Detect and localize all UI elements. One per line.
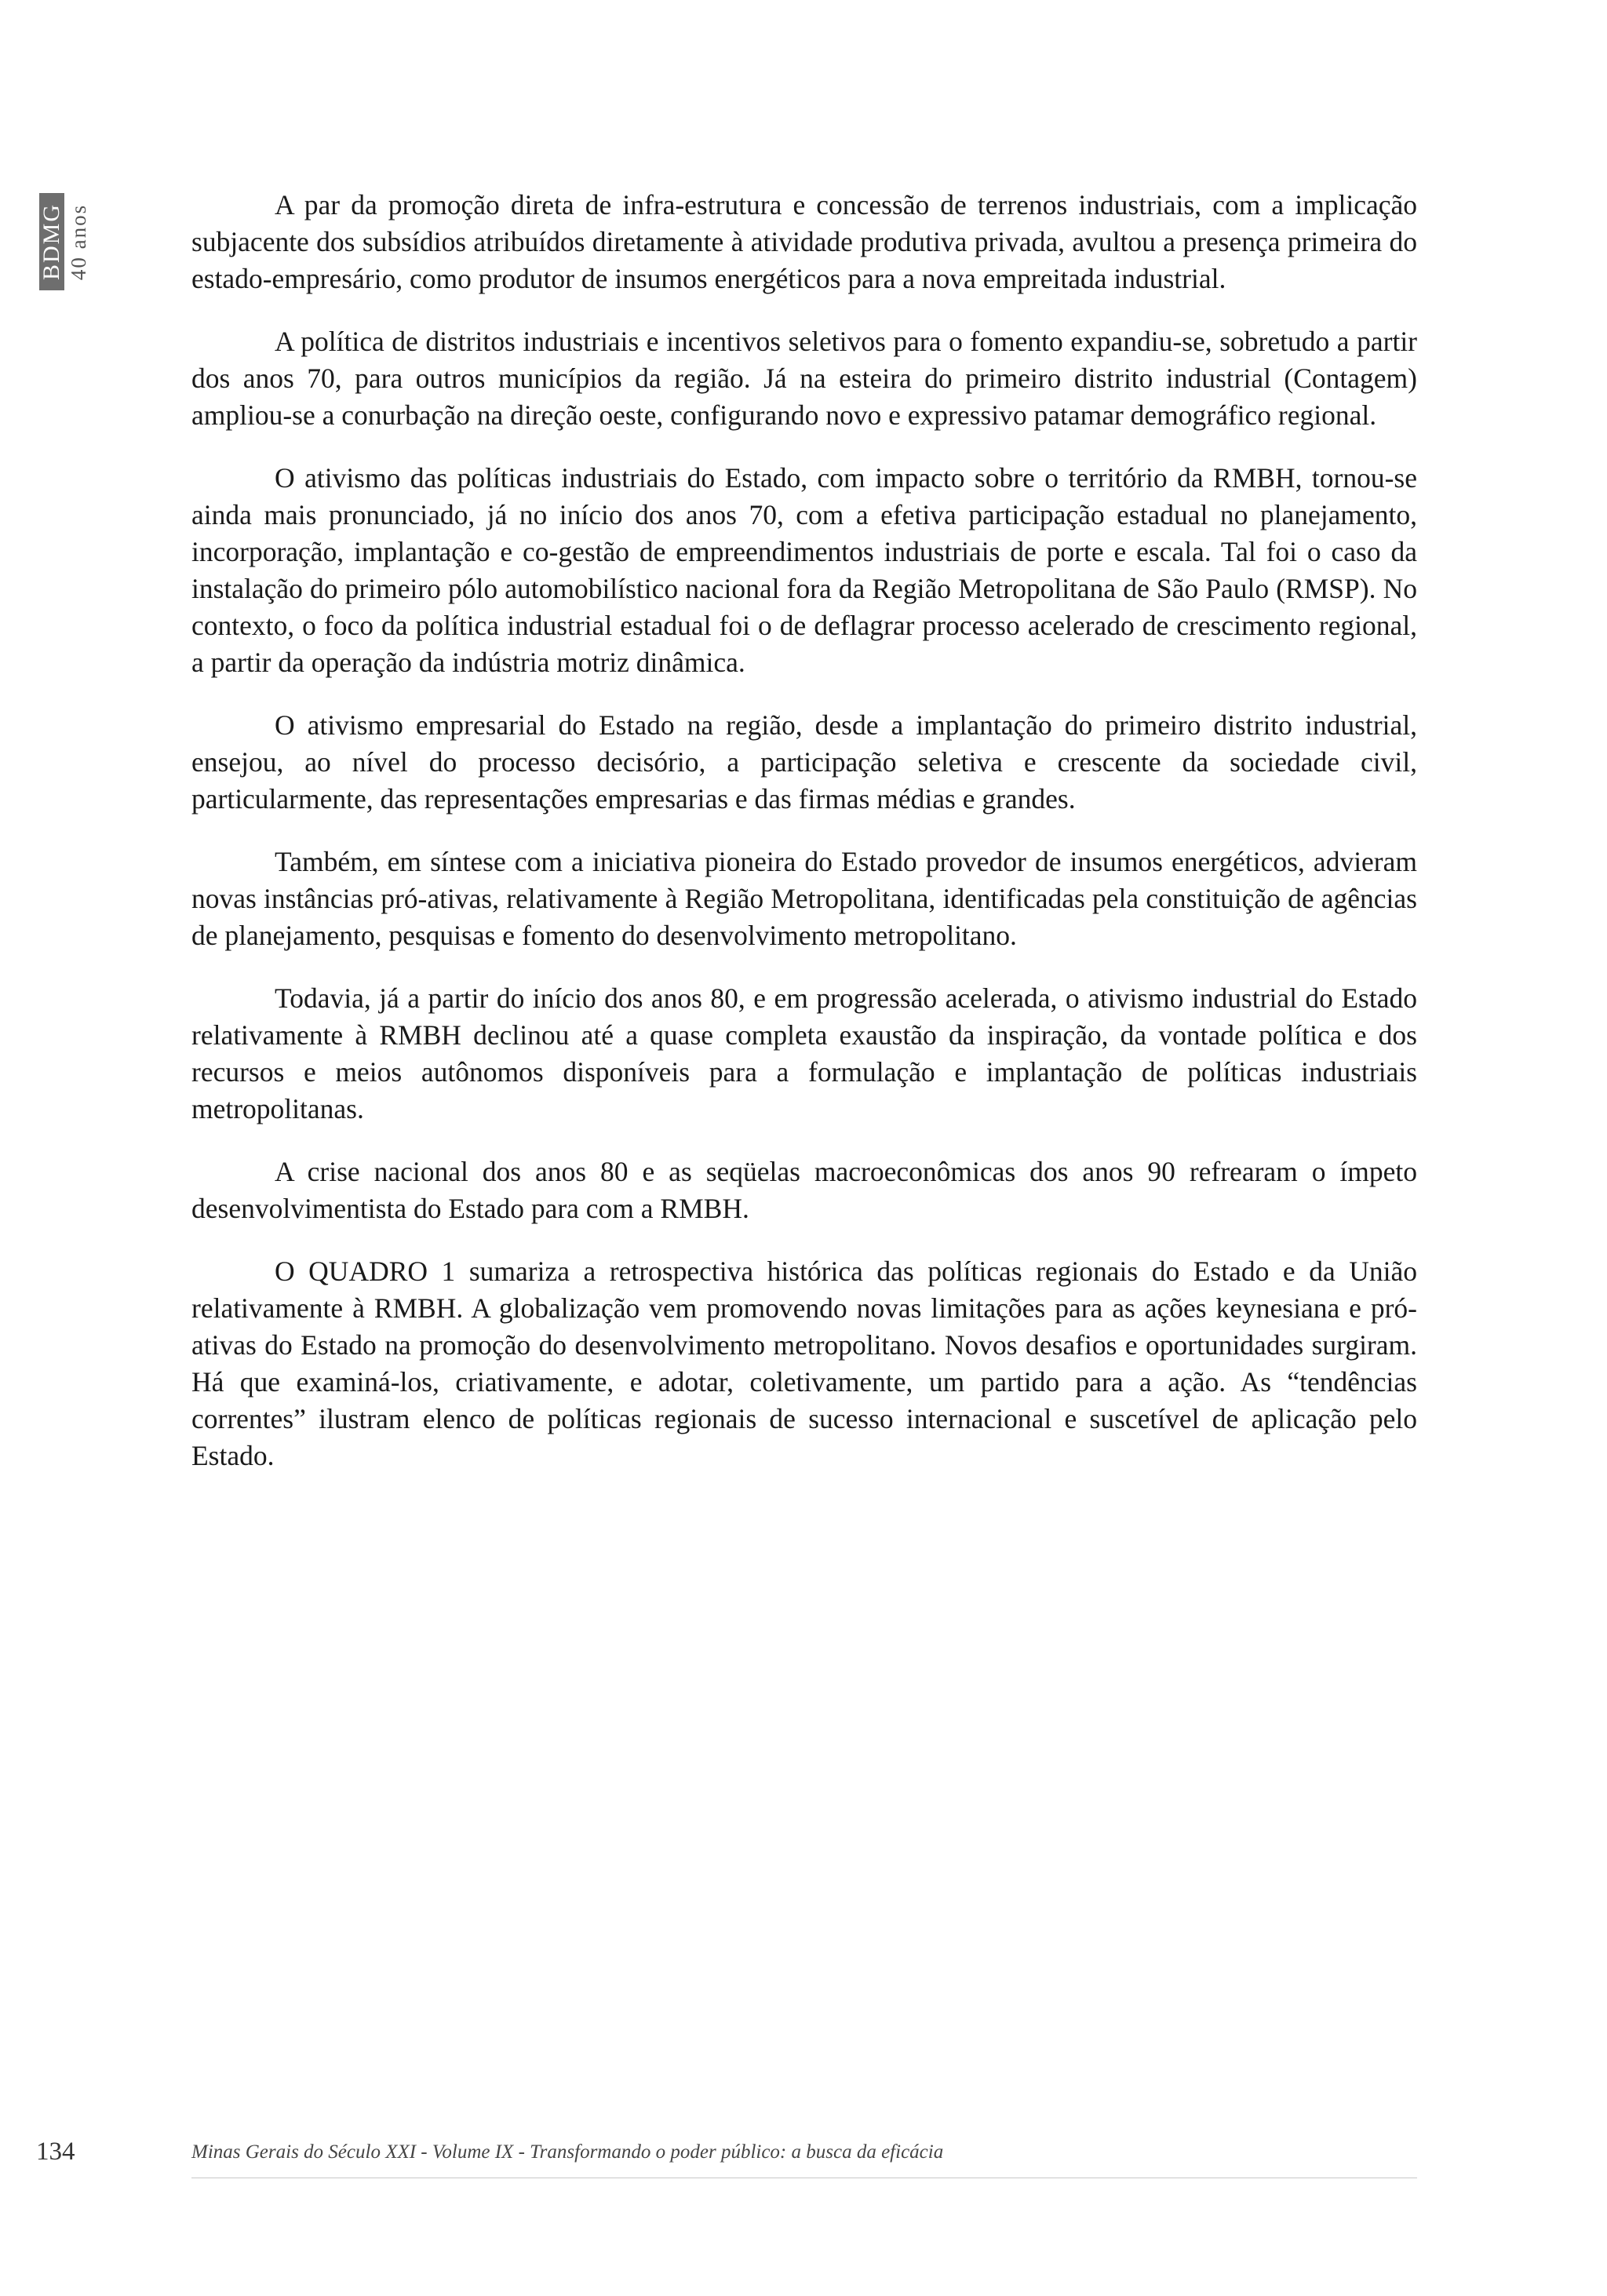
anniversary-tab xyxy=(66,193,93,290)
paragraph: O ativismo empresarial do Estado na região, desde a implantação do primeiro distrito industrial, ensejou, ao nível do processo decisório, a participação seletiva e crescente da sociedade civil, particularmente, das representações empresarias e das firmas médias e grandes. xyxy=(191,709,1417,815)
paragraph: O QUADRO 1 sumariza a retrospectiva histórica das políticas regionais do Estado e da União relativamente à RMBH. A globalização vem promovendo novas limitações para as ações keynesiana e pró-ativas do Estado na promoção do desenvolvimento metropolitano. Novos desafios e oportunidades surgiram. Há que examiná-los, criativamente, e adotar, coletivamente, um partido para a ação. As “tendências correntes” ilustram elenco de políticas regionais de sucesso internacional e suscetível de aplicação pelo Estado. xyxy=(191,1256,1417,1471)
org-tab xyxy=(39,193,64,290)
paragraph: Também, em síntese com a iniciativa pioneira do Estado provedor de insumos energéticos, advieram novas instâncias pró-ativas, relativamente à Região Metropolitana, identificadas pela constituição de agências de planejamento, pesquisas e fomento do desenvolvimento metropolitano. xyxy=(191,846,1417,951)
paragraph: A política de distritos industriais e incentivos seletivos para o fomento expandiu-se, sobretudo a partir dos anos 70, para outros municípios da região. Já na esteira do primeiro distrito industrial (Contagem) ampliou-se a conurbação na direção oeste, configurando novo e expressivo patamar demográfico regional. xyxy=(191,326,1417,431)
page-number: 134 xyxy=(36,2137,75,2166)
paragraph: Todavia, já a partir do início dos anos 80, e em progressão acelerada, o ativismo industrial do Estado relativamente à RMBH declinou até a quase completa exaustão da inspiração, da vontade política e dos recursos e meios autônomos disponíveis para a formulação e implantação de políticas industriais metropolitanas. xyxy=(191,982,1417,1124)
running-title: Minas Gerais do Século XXI - Volume IX - Transformando o poder público: a busca da eficácia xyxy=(191,2141,944,2163)
side-tab xyxy=(39,193,110,290)
org-label: BDMG xyxy=(38,202,65,281)
paragraph: A par da promoção direta de infra-estrutura e concessão de terrenos industriais, com a implicação subjacente dos subsídios atribuídos diretamente à atividade produtiva privada, avultou a presença primeira do estado-empresário, como produtor de insumos energéticos para a nova empreitada industrial. xyxy=(191,189,1417,294)
paragraph: A crise nacional dos anos 80 e as seqüelas macroeconômicas dos anos 90 refrearam o ímpeto desenvolvimentista do Estado para com a RMBH. xyxy=(191,1156,1417,1224)
body-text xyxy=(191,187,1417,1500)
anniversary-label: 40 anos xyxy=(67,203,91,280)
paragraph: O ativismo das políticas industriais do Estado, com impacto sobre o território da RMBH, tornou-se ainda mais pronunciado, já no início dos anos 70, com a efetiva participação estadual no planejamento, incorporação, implantação e co-gestão de empreendimentos industriais de porte e escala. Tal foi o caso da instalação do primeiro pólo automobilístico nacional fora da Região Metropolitana de São Paulo (RMSP). No contexto, o foco da política industrial estadual foi o de deflagrar processo acelerado de crescimento regional, a partir da operação da indústria motriz dinâmica. xyxy=(191,462,1417,678)
